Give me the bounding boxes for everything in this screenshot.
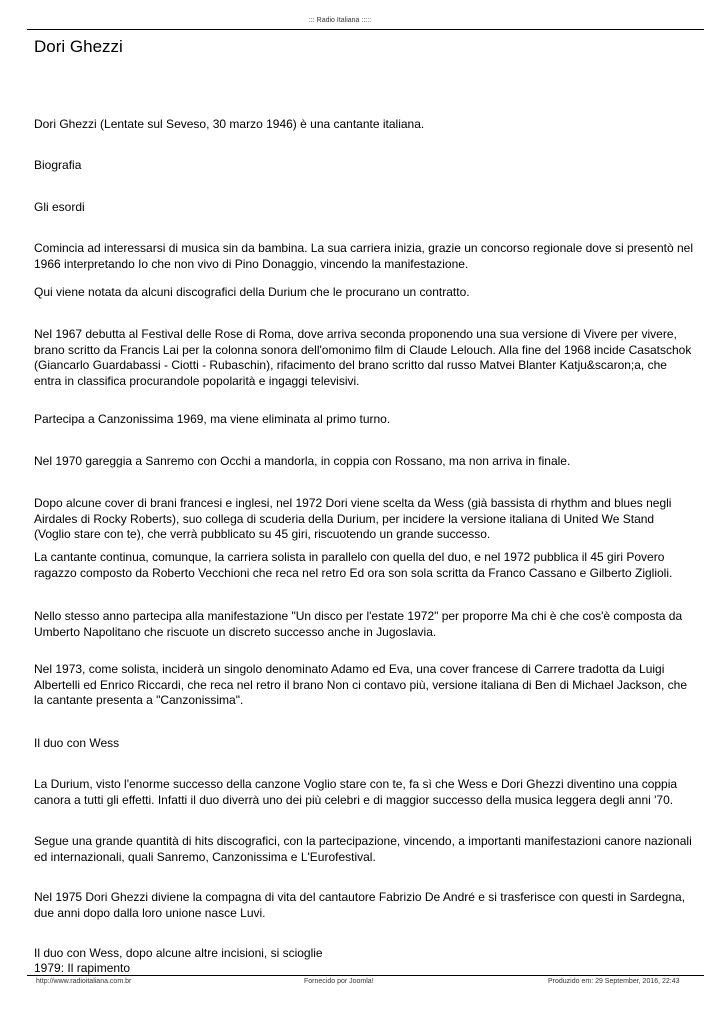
- footer-powered-by: Fornecido por Joomla!: [304, 978, 374, 985]
- article-paragraph: Il duo con Wess, dopo alcune altre incisioni, si scioglie: [34, 946, 323, 960]
- section-heading-esordi: Gli esordi: [34, 200, 85, 214]
- section-heading-biografia: Biografia: [34, 158, 82, 172]
- article-paragraph: La Durium, visto l'enorme successo della canzone Voglio stare con te, fa sì che Wess e Dori Ghezzi diventino una coppia canora a tutti gli effetti. Infatti il duo diverrà uno dei più celebri e di maggior successo della musica leggera degli anni '70.: [34, 777, 678, 807]
- article-paragraph: Nel 1967 debutta al Festival delle Rose di Roma, dove arriva seconda proponendo una sua versione di Vivere per vivere, brano scritto da Francis Lai per la colonna sonora dell'omonimo film di Claude Lelouch. Alla fine del 1968 incide Casatschok (Giancarlo Guardabassi - Ciotti - Rubaschin), rifacimento del brano scritto dal russo Matvei Blanter Katju&scaron;a, che entra in classifica procurandole popolarità e ingaggi televisivi.: [34, 327, 692, 388]
- footer-produced-date: Produzido em: 29 September, 2016, 22:43: [548, 978, 680, 985]
- article-paragraph: Segue una grande quantità di hits discografici, con la partecipazione, vincendo, a importanti manifestazioni canore nazionali ed internazionali, quali Sanremo, Canzonissima e L'Eurofestival.: [34, 834, 692, 864]
- section-heading-duo: Il duo con Wess: [34, 736, 120, 750]
- footer-site-link[interactable]: http://www.radioitaliana.com.br: [36, 978, 132, 985]
- article-paragraph: Dopo alcune cover di brani francesi e inglesi, nel 1972 Dori viene scelta da Wess (già bassista di rhythm and blues negli Airdales di Rocky Roberts), suo collega di scuderia della Durium, per incidere la versione italiana di United We Stand (Voglio stare con te), che verrà pubblicato su 45 giri, riscuotendo un grande successo.: [34, 496, 672, 541]
- article-paragraph: Nel 1973, come solista, inciderà un singolo denominato Adamo ed Eva, una cover francese di Carrere tradotta da Luigi Albertelli ed Enrico Riccardi, che reca nel retro il brano Non ci contavo più, versione italiana di Ben di Michael Jackson, che la cantante presenta a "Canzonissima".: [34, 662, 687, 707]
- article-paragraph: Comincia ad interessarsi di musica sin da bambina. La sua carriera inizia, grazie un concorso regionale dove si presentò nel 1966 interpretando Io che non vivo di Pino Donaggio, vincendo la manifestazione.: [34, 241, 694, 271]
- article-paragraph: Partecipa a Canzonissima 1969, ma viene eliminata al primo turno.: [34, 412, 391, 426]
- article-paragraph: Nel 1970 gareggia a Sanremo con Occhi a mandorla, in coppia con Rossano, ma non arriva in finale.: [34, 454, 571, 468]
- section-heading-rapimento: 1979: Il rapimento: [34, 961, 131, 975]
- article-paragraph: La cantante continua, comunque, la carriera solista in parallelo con quella del duo, e nel 1972 pubblica il 45 giri Povero ragazzo composto da Roberto Vecchioni che reca nel retro Ed ora son sola scritta da Franco Cassano e Gilberto Ziglioli.: [34, 550, 673, 580]
- article-paragraph-intro: Dori Ghezzi (Lentate sul Seveso, 30 marzo 1946) è una cantante italiana.: [34, 117, 425, 131]
- footer-divider: [27, 975, 704, 976]
- article-paragraph: Qui viene notata da alcuni discografici della Durium che le procurano un contratto.: [34, 285, 470, 299]
- article-paragraph: Nel 1975 Dori Ghezzi diviene la compagna di vita del cantautore Fabrizio De André e si trasferisce con questi in Sardegna, due anni dopo dalla loro unione nasce Luvi.: [34, 890, 686, 920]
- site-header: ::: Radio Italiana :::::: [308, 17, 372, 24]
- article-paragraph: Nello stesso anno partecipa alla manifestazione "Un disco per l'estate 1972" per proporre Ma chi è che cos'è composta da Umberto Napolitano che riscuote un discreto successo anche in Jugoslavia.: [34, 609, 683, 639]
- article-title: Dori Ghezzi: [34, 37, 123, 56]
